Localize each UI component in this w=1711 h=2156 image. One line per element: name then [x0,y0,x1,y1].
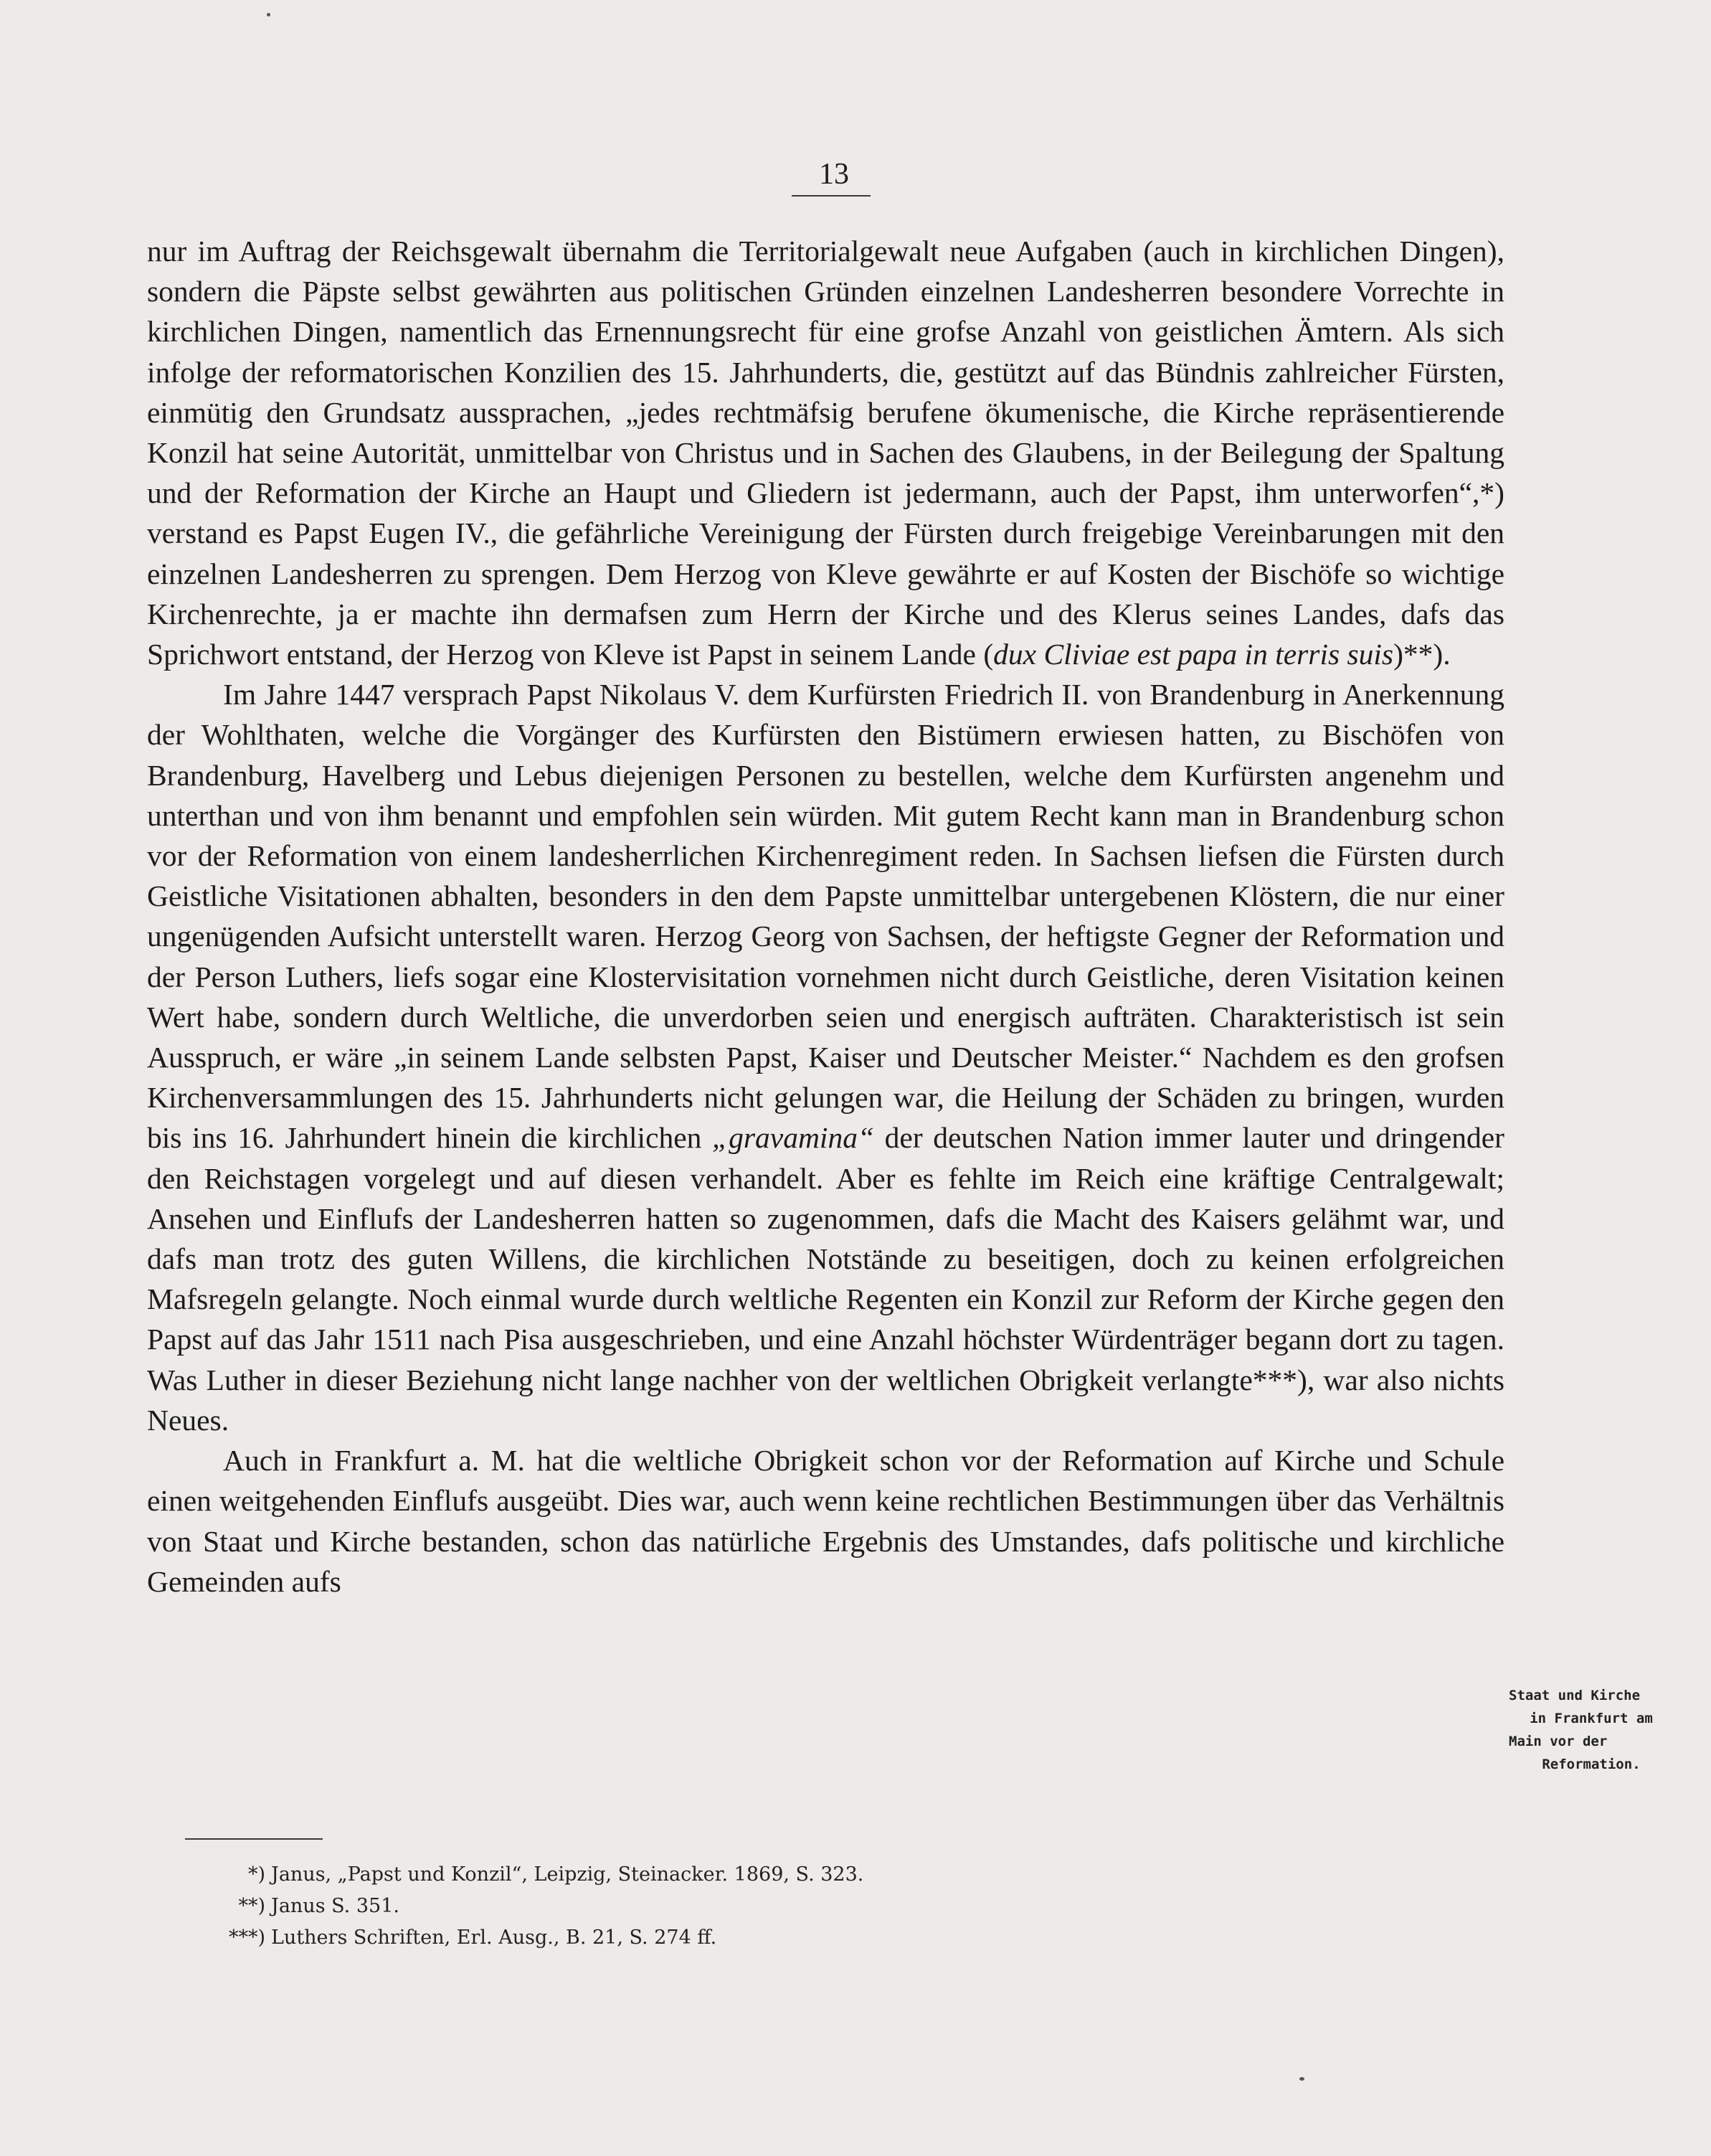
paragraph-2-rest: der deutschen Nation immer lauter und dringender den Reichstagen vorgelegt und auf diesen verhandelt. Aber es fehlte im Reich eine kräftige Centralgewalt; Ansehen und Einflufs der Landesherren hatten so zugenommen, dafs die Macht des Kaisers gelähmt war, und dafs man trotz des guten Willens, die kirchlichen Notstände zu beseitigen, doch zu keinen erfolgreichen Mafsregeln gelangte. Noch einmal wurde durch weltliche Regenten ein Konzil zur Reform der Kirche gegen den Papst auf das Jahr 1511 nach Pisa ausgeschrieben, und eine Anzahl höchster Würdenträger begann dort zu tagen. Was Luther in dieser Beziehung nicht lange nachher von der weltlichen Obrigkeit verlangte***), war also nichts Neues. [147,1121,1505,1437]
margin-note-line-1: Staat und Kirche [1509,1688,1641,1703]
margin-note [1509,1684,1674,1776]
footnote-3-text: Luthers Schriften, Erl. Ausg., B. 21, S. 274 ff. [271,1926,717,1949]
footnotes [215,1859,1291,1954]
margin-note-line-4: Reformation. [1542,1757,1641,1772]
footnote-rule [185,1838,323,1840]
latin-proverb: dux Cliviae est papa in terris suis [993,638,1394,671]
paragraph-1-text: nur im Auftrag der Reichsgewalt übernahm die Territorialgewalt neue Aufgaben (auch in kirchlichen Dingen), sondern die Päpste selbst gewährten aus politischen Gründen einzelnen Landesherren besondere Vorrechte in kirchlichen Dingen, namentlich das Ernennungsrecht für eine grofse Anzahl von geistlichen Ämtern. Als sich infolge der reformatorischen Konzilien des 15. Jahrhunderts, die, gestützt auf das Bündnis zahlreicher Fürsten, einmütig den Grundsatz aussprachen, „jedes rechtmäfsig berufene ökumenische, die Kirche repräsentierende Konzil hat seine Autorität, unmittelbar von Christus und in Sachen des Glaubens, in der Beilegung der Spaltung und der Reformation der Kirche an Haupt und Gliedern ist jedermann, auch der Papst, ihm unterworfen“,*) verstand es Papst Eugen IV., die gefährliche Vereinigung der Fürsten durch freigebige Vereinbarungen mit den einzelnen Landesherren zu sprengen. Dem Herzog von Kleve gewährte er auf Kosten der Bischöfe so wichtige Kirchenrechte, ja er machte ihn dermafsen zum Herrn der Kirche und des Klerus seines Landes, dafs das Sprichwort entstand, der Herzog von Kleve ist Papst in seinem Lande ( [147,235,1504,671]
paragraph-1-end: )**). [1393,638,1451,671]
gravamina-term: „gravamina“ [712,1121,875,1155]
footnote-1-text: Janus, „Papst und Konzil“, Leipzig, Steinacker. 1869, S. 323. [271,1863,864,1886]
margin-note-line-3: Main vor der [1509,1734,1608,1749]
paragraph-1 [147,231,1504,674]
margin-note-line-2: in Frankfurt am [1530,1711,1653,1726]
paragraph-2-text: Im Jahre 1447 versprach Papst Nikolaus V. dem Kurfürsten Friedrich II. von Brandenburg in Anerkennung der Wohlthaten, welche die Vorgänger des Kurfürsten den Bistümern erwiesen hatten, zu Bischöfen von Brandenburg, Havelberg und Lebus diejenigen Personen zu bestellen, welche dem Kurfürsten angenehm und unterthan und von ihm benannt und empfohlen sein würden. Mit gutem Recht kann man in Brandenburg schon vor der Reformation von einem landesherrlichen Kirchenregiment reden. In Sachsen liefsen die Fürsten durch Geistliche Visitationen abhalten, besonders in den dem Papste unmittelbar untergebenen Klöstern, die nur einer ungenügenden Aufsicht unterstellt waren. Herzog Georg von Sachsen, der heftigste Gegner der Reformation und der Person Luthers, liefs sogar eine Klostervisitation vornehmen nicht durch Geistliche, deren Visitation keinen Wert habe, sondern durch Weltliche, die unverdorben seien und energisch aufträten. Charakteristisch ist sein Ausspruch, er wäre „in seinem Lande selbsten Papst, Kaiser und Deutscher Meister.“ Nachdem es den grofsen Kirchenversammlungen des 15. Jahrhunderts nicht gelungen war, die Heilung der Schäden zu bringen, wurden bis ins 16. Jahrhundert hinein die kirchlichen [147,678,1504,1155]
paper-speck [1299,2077,1304,2081]
footnote-3 [215,1922,1291,1954]
footnote-1-mark: *) [247,1863,265,1886]
paragraph-3: Auch in Frankfurt a. M. hat die weltliche Obrigkeit schon vor der Reformation auf Kirche und Schule einen weitgehenden Einflufs ausgeübt. Dies war, auch wenn keine rechtlichen Bestimmungen über das Verhältnis von Staat und Kirche bestanden, schon das natürliche Ergebnis des Umstandes, dafs politische und kirchliche Gemeinden aufs [147,1444,1504,1598]
paper-speck [267,13,270,16]
footnote-2 [215,1891,1291,1922]
paragraph-2 [147,674,1504,1440]
footnote-2-text: Janus S. 351. [271,1895,399,1917]
page-number-rule [792,195,871,197]
footnote-3-mark: ***) [228,1926,265,1949]
footnote-2-mark: **) [238,1895,265,1917]
footnote-1 [215,1859,1291,1891]
page-number: 13 [819,158,849,191]
main-text [147,231,1504,1602]
